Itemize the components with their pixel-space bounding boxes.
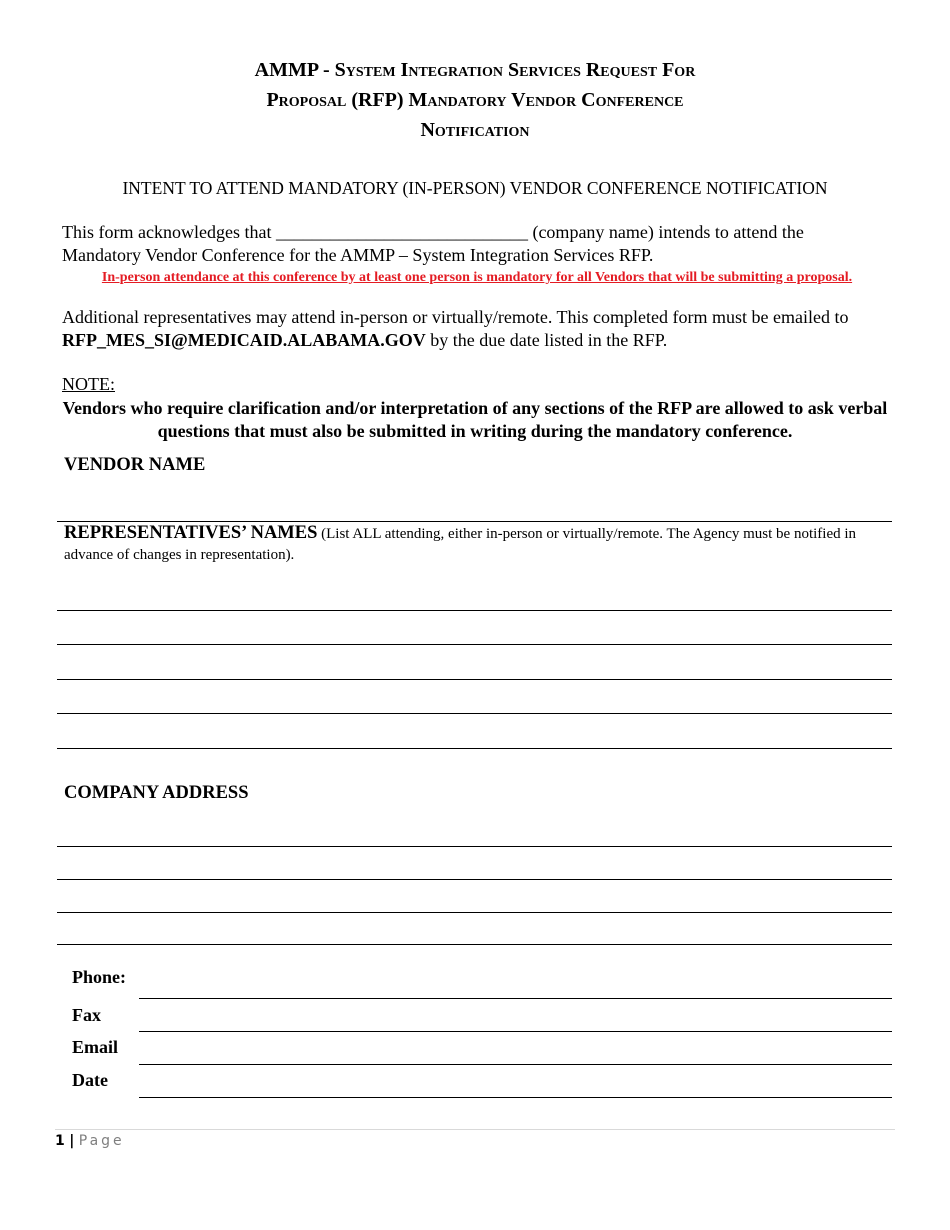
representatives-label: REPRESENTATIVES’ NAMES: [64, 523, 318, 543]
document-title: [0, 55, 950, 145]
title-line-2: Proposal (RFP) Mandatory Vendor Conference: [266, 89, 684, 111]
address-line[interactable]: [57, 879, 892, 880]
due-date-text: by the due date listed in the RFP.: [430, 330, 668, 350]
representative-line[interactable]: [57, 610, 892, 611]
company-address-label: COMPANY ADDRESS: [64, 783, 249, 803]
fax-field-line[interactable]: [139, 1031, 892, 1032]
representatives-section: [64, 523, 874, 566]
vendor-name-label: VENDOR NAME: [64, 455, 206, 475]
note-text: Vendors who require clarification and/or interpretation of any sections of the RFP are allowed to ask verbal questions that must also be submitted in writing during the mandatory conference.: [62, 398, 888, 441]
address-line[interactable]: [57, 846, 892, 847]
page-separator: |: [69, 1133, 75, 1149]
acknowledgement-line-2: Mandatory Vendor Conference for the AMMP – System Integration Services RFP.: [62, 245, 654, 265]
document-subtitle: INTENT TO ATTEND MANDATORY (IN-PERSON) VENDOR CONFERENCE NOTIFICATION: [122, 178, 828, 198]
footer-divider: [55, 1129, 895, 1130]
representative-line[interactable]: [57, 679, 892, 680]
ack-suffix: (company name) intends to attend the: [532, 222, 804, 242]
date-field-line[interactable]: [139, 1097, 892, 1098]
additional-representatives-text: Additional representatives may attend in-person or virtually/remote. This completed form must be emailed to: [62, 307, 849, 327]
title-line-1: AMMP - System Integration Services Request For: [254, 59, 696, 81]
submission-email[interactable]: RFP_MES_SI@MEDICAID.ALABAMA.GOV: [62, 330, 426, 350]
ack-prefix: This form acknowledges that: [62, 222, 272, 242]
acknowledgement-line-1: [62, 222, 804, 243]
phone-label: Phone:: [72, 967, 126, 987]
date-label: Date: [72, 1070, 108, 1090]
fax-label: Fax: [72, 1005, 101, 1025]
vendor-name-field-line[interactable]: [57, 521, 892, 522]
representative-line[interactable]: [57, 644, 892, 645]
submission-instructions: [62, 330, 667, 351]
phone-field-line[interactable]: [139, 998, 892, 999]
address-line[interactable]: [57, 944, 892, 945]
mandatory-attendance-notice: In-person attendance at this conference by at least one person is mandatory for all Vendors that will be submitting a proposal.: [101, 270, 853, 285]
address-line[interactable]: [57, 912, 892, 913]
company-name-blank[interactable]: ____________________________: [275, 222, 528, 242]
note-label: NOTE:: [62, 374, 115, 394]
email-label: Email: [72, 1037, 119, 1057]
page-footer: [55, 1133, 125, 1149]
page-number: 1: [55, 1133, 65, 1149]
title-line-3: Notification: [420, 119, 530, 141]
representative-line[interactable]: [57, 713, 892, 714]
page-word: Page: [78, 1133, 125, 1149]
representative-line[interactable]: [57, 748, 892, 749]
email-field-line[interactable]: [139, 1064, 892, 1065]
representatives-instructions: (List ALL attending, either in-person or virtually/remote. The Agency must be notified in advance of changes in representation).: [64, 526, 857, 563]
